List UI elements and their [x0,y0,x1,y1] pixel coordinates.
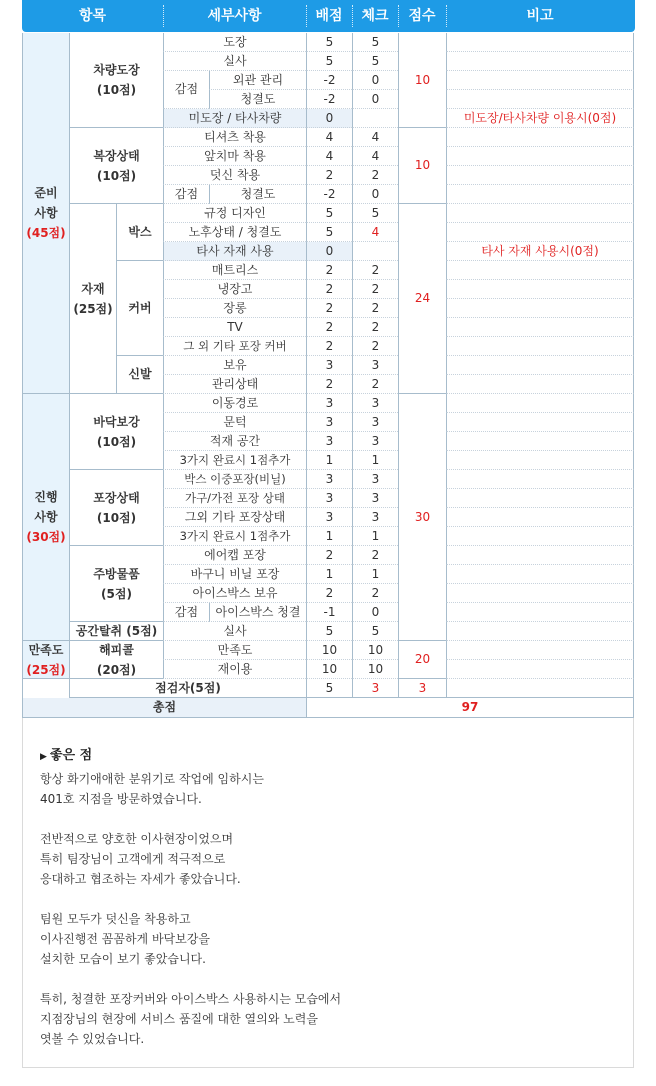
check-cell: 4 [352,147,398,166]
note-cell [446,90,634,109]
check-cell: 0 [352,185,398,204]
check-cell: 3 [352,470,398,489]
check-cell: 10 [352,641,398,660]
allot-cell: 4 [306,147,352,166]
category-cell: 바닥보강 (10점) [69,394,163,470]
check-cell: 3 [352,508,398,527]
check-cell: 2 [352,299,398,318]
item-cell: 이동경로 [163,394,306,413]
subcategory-cell: 박스 [116,204,163,261]
item-cell: TV [163,318,306,337]
check-cell: 2 [352,261,398,280]
item-cell: 앞치마 착용 [163,147,306,166]
note-cell [446,413,634,432]
allot-cell: 2 [306,337,352,356]
allot-cell: 2 [306,166,352,185]
note-cell [446,147,634,166]
category-cell: 해피콜 (20점) [69,641,163,679]
deduction-label: 감점 [163,71,209,109]
note-cell [446,489,634,508]
item-cell: 보유 [163,356,306,375]
note-cell [446,337,634,356]
allot-cell: 5 [306,33,352,52]
inspector-allot: 5 [306,679,352,698]
item-cell: 아이스박스 청결 [209,603,306,622]
subcategory-cell: 신발 [116,356,163,394]
note-cell [446,280,634,299]
item-cell: 실사 [163,52,306,71]
note-cell [446,470,634,489]
note-cell [446,641,634,660]
allot-cell: 2 [306,318,352,337]
group-label [26,183,65,243]
score-cell: 24 [398,204,446,394]
check-cell: 4 [352,128,398,147]
item-cell: 아이스박스 보유 [163,584,306,603]
check-cell: 1 [352,451,398,470]
group-cell [22,394,69,641]
allot-cell: 2 [306,299,352,318]
header-detail: 세부사항 [207,7,262,24]
allot-cell: 5 [306,223,352,242]
check-cell: 2 [352,546,398,565]
item-cell: 실사 [163,622,306,641]
allot-cell: 2 [306,584,352,603]
header-allot: 배점 [315,7,343,24]
allot-cell: 1 [306,527,352,546]
check-cell: 1 [352,527,398,546]
note-cell [446,565,634,584]
note-cell [446,508,634,527]
allot-cell: 3 [306,394,352,413]
score-cell: 30 [398,394,446,641]
inspector-label: 점검자(5점) [69,679,306,698]
comment-title-row [40,744,633,763]
note-cell [446,204,634,223]
inspector-score: 3 [398,679,446,698]
note-cell [446,375,634,394]
group-cell [22,641,69,679]
note-cell [446,223,634,242]
allot-cell: 2 [306,280,352,299]
item-cell: 3가지 완료시 1점추가 [163,451,306,470]
allot-cell: 3 [306,432,352,451]
score-cell: 20 [398,641,446,679]
allot-cell: -2 [306,71,352,90]
item-cell: 규정 디자인 [163,204,306,223]
check-cell: 0 [352,71,398,90]
deduction-label: 감점 [163,185,209,204]
allot-cell: 1 [306,451,352,470]
check-cell: 2 [352,375,398,394]
item-cell: 냉장고 [163,280,306,299]
item-cell: 매트리스 [163,261,306,280]
item-cell: 바구니 비닐 포장 [163,565,306,584]
note-cell [446,166,634,185]
category-cell: 복장상태 (10점) [69,128,163,204]
check-cell: 2 [352,318,398,337]
comment-title: 좋은 점 [49,748,93,763]
note-cell [446,394,634,413]
inspector-note [446,679,634,698]
group-label [26,487,65,547]
item-cell: 노후상태 / 청결도 [163,223,306,242]
check-cell: 2 [352,584,398,603]
note-cell [446,128,634,147]
check-cell: 0 [352,90,398,109]
item-cell: 타사 자재 사용 [163,242,306,261]
check-cell: 10 [352,660,398,679]
allot-cell: -1 [306,603,352,622]
comment-paragraph: 특히, 청결한 포장커버와 아이스박스 사용하시는 모습에서 지점장님의 현장에 서비스 품질에 대한 열의와 노력을 엿볼 수 있었습니다. [40,992,342,1046]
allot-cell: 2 [306,375,352,394]
item-cell: 덧신 착용 [163,166,306,185]
allot-cell: 2 [306,546,352,565]
allot-cell: 5 [306,622,352,641]
note-cell [446,451,634,470]
comment-body [40,769,633,1049]
check-cell: 5 [352,33,398,52]
item-cell: 도장 [163,33,306,52]
deduction-label: 감점 [163,603,209,622]
check-cell: 3 [352,394,398,413]
allot-cell: 3 [306,413,352,432]
item-cell: 그외 기타 포장상태 [163,508,306,527]
item-cell: 외관 관리 [209,71,306,90]
note-cell [446,299,634,318]
allot-cell: 3 [306,489,352,508]
note-cell [446,356,634,375]
note-cell: 미도장/타사차량 이용시(0점) [446,109,634,128]
item-cell: 재이용 [163,660,306,679]
allot-cell: 1 [306,565,352,584]
check-cell: 1 [352,565,398,584]
item-cell: 장롱 [163,299,306,318]
item-cell: 만족도 [163,641,306,660]
item-cell: 적재 공간 [163,432,306,451]
note-cell [446,185,634,204]
comment-paragraph: 팀원 모두가 덧신을 착용하고 이사진행전 꼼꼼하게 바닥보강을 설치한 모습이 보기 좋았습니다. [40,912,210,966]
score-cell: 10 [398,33,446,128]
allot-cell: 0 [306,109,352,128]
note-cell [446,527,634,546]
item-cell: 그 외 기타 포장 커버 [163,337,306,356]
category-cell: 자재 (25점) [69,204,116,394]
check-cell: 5 [352,52,398,71]
group-points: (45점) [26,226,66,240]
item-cell: 에어캡 포장 [163,546,306,565]
header-item: 항목 [78,7,107,24]
item-cell: 관리상태 [163,375,306,394]
note-cell [446,432,634,451]
allot-cell: -2 [306,90,352,109]
score-cell: 10 [398,128,446,204]
group-name: 만족도 [28,642,64,657]
check-cell [352,109,398,128]
item-cell: 문턱 [163,413,306,432]
check-cell: 3 [352,356,398,375]
header-score: 점수 [408,7,436,24]
item-cell: 3가지 완료시 1점추가 [163,527,306,546]
item-cell: 가구/가전 포장 상태 [163,489,306,508]
check-cell: 3 [352,489,398,508]
triangle-bullet-icon: ▶ [40,752,47,762]
item-cell: 미도장 / 타사차량 [163,109,306,128]
category-cell: 주방물품 (5점) [69,546,163,622]
allot-cell: 10 [306,660,352,679]
comment-paragraph: 전반적으로 양호한 이사현장이었으며 특히 팀장님이 고객에게 적극적으로 응대하고 협조하는 자세가 좋았습니다. [40,832,241,886]
check-cell: 3 [352,432,398,451]
allot-cell: 4 [306,128,352,147]
note-cell [446,71,634,90]
group-cell [22,33,69,394]
check-cell [352,242,398,261]
header-note: 비고 [526,7,554,24]
table-left-border [22,33,23,718]
check-cell: 4 [352,223,398,242]
group-name: 준비 사항 [34,186,58,220]
category-cell: 차량도장 (10점) [69,33,163,128]
group-points: (30점) [26,530,66,544]
allot-cell: 5 [306,52,352,71]
check-cell: 2 [352,337,398,356]
check-cell: 5 [352,622,398,641]
inspector-check: 3 [352,679,398,698]
note-cell [446,318,634,337]
note-cell [446,622,634,641]
note-cell: 타사 자재 사용시(0점) [446,242,634,261]
note-cell [446,52,634,71]
check-cell: 0 [352,603,398,622]
category-cell: 공간탈취 (5점) [69,622,163,641]
allot-cell: 2 [306,261,352,280]
total-label: 총점 [22,698,306,718]
note-cell [446,261,634,280]
allot-cell: 3 [306,508,352,527]
item-cell: 티셔츠 착용 [163,128,306,147]
note-cell [446,603,634,622]
check-cell: 2 [352,280,398,299]
item-cell: 박스 이중포장(비닐) [163,470,306,489]
item-cell: 청결도 [209,90,306,109]
comment-paragraph: 항상 화기애애한 분위기로 작업에 임하시는 401호 지점을 방문하였습니다. [40,772,264,806]
allot-cell: 10 [306,641,352,660]
note-cell [446,33,634,52]
item-cell: 청결도 [209,185,306,204]
total-value: 97 [306,698,634,718]
check-cell: 2 [352,166,398,185]
allot-cell: -2 [306,185,352,204]
note-cell [446,546,634,565]
note-cell [446,660,634,679]
group-points: (25점) [26,662,66,677]
note-cell [446,584,634,603]
allot-cell: 5 [306,204,352,223]
check-cell: 3 [352,413,398,432]
allot-cell: 3 [306,356,352,375]
allot-cell: 3 [306,470,352,489]
comment-box [22,718,634,1068]
group-label [26,641,65,679]
header-check: 체크 [361,7,389,24]
group-name: 진행 사항 [34,490,58,524]
allot-cell: 0 [306,242,352,261]
category-cell: 포장상태 (10점) [69,470,163,546]
subcategory-cell: 커버 [116,261,163,356]
check-cell: 5 [352,204,398,223]
